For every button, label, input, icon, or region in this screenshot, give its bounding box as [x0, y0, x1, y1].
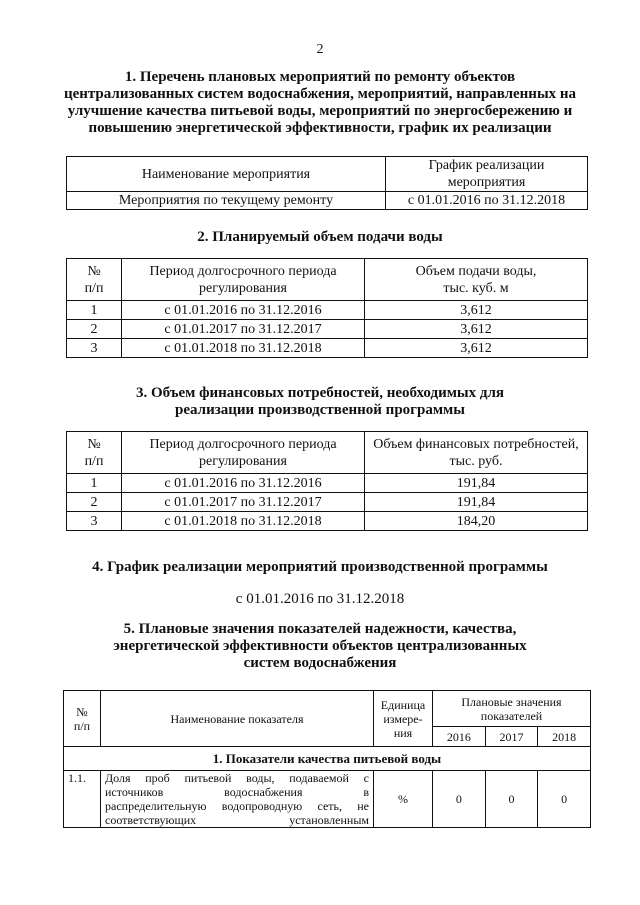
- header-period: Период долгосрочного периода регулирования: [122, 259, 365, 301]
- cell-period: с 01.01.2018 по 31.12.2018: [122, 339, 365, 358]
- cell-num: 1: [67, 474, 122, 493]
- cell-value: 0: [538, 771, 591, 828]
- indicator-line: распределительную водопроводную сеть, не: [105, 799, 369, 813]
- header-activity-name: Наименование мероприятия: [67, 157, 386, 192]
- cell-num: 3: [67, 512, 122, 531]
- cell-schedule: с 01.01.2016 по 31.12.2018: [386, 192, 588, 210]
- cell-period: с 01.01.2016 по 31.12.2016: [122, 301, 365, 320]
- header-year: 2018: [538, 727, 591, 747]
- financial-needs-table: [66, 431, 588, 531]
- cell-amount: 184,20: [365, 512, 588, 531]
- section1-title-line: повышению энергетической эффективности, график их реализации: [88, 120, 552, 136]
- header-unit: Единица измере- ния: [374, 691, 433, 747]
- cell-volume: 3,612: [365, 301, 588, 320]
- indicator-line: источников водоснабжения в: [105, 785, 369, 799]
- section5-title-line: 5. Плановые значения показателей надежности, качества,: [123, 621, 517, 637]
- cell-num: 2: [67, 493, 122, 512]
- section4-period: с 01.01.2016 по 31.12.2018: [235, 591, 405, 607]
- cell-num: 2: [67, 320, 122, 339]
- section5-title-line: систем водоснабжения: [243, 655, 397, 671]
- cell-num: 1: [67, 301, 122, 320]
- table-row: [67, 301, 588, 320]
- header-num: № п/п: [67, 432, 122, 474]
- section5-title: [0, 621, 640, 672]
- header-finance: Объем финансовых потребностей, тыс. руб.: [365, 432, 588, 474]
- section1-title-line: улучшение качества питьевой воды, мероприятий по энергосбережению и: [67, 103, 573, 119]
- cell-indicator-name: [101, 771, 374, 828]
- header-year: 2016: [433, 727, 486, 747]
- activities-table: [66, 156, 588, 210]
- cell-num: 1.1.: [64, 771, 101, 828]
- indicator-line: Доля проб питьевой воды, подаваемой с: [105, 771, 369, 785]
- table-row: [64, 771, 591, 828]
- header-volume: Объем подачи воды, тыс. куб. м: [365, 259, 588, 301]
- cell-period: с 01.01.2018 по 31.12.2018: [122, 512, 365, 531]
- page-number: 2: [316, 42, 324, 57]
- section3-title: [0, 385, 640, 419]
- header-plan-values: Плановые значения показателей: [433, 691, 591, 727]
- header-num: № п/п: [64, 691, 101, 747]
- header-year: 2017: [485, 727, 538, 747]
- header-schedule: График реализации мероприятия: [386, 157, 588, 192]
- section1-title: [0, 69, 640, 137]
- header-period: Период долгосрочного периода регулирования: [122, 432, 365, 474]
- section5-title-line: энергетической эффективности объектов централизованных: [113, 638, 527, 654]
- cell-value: 0: [485, 771, 538, 828]
- section4-title: 4. График реализации мероприятий производственной программы: [92, 559, 548, 575]
- table-row: [67, 512, 588, 531]
- section1-title-line: централизованных систем водоснабжения, мероприятий, направленных на: [63, 86, 577, 102]
- section2-title: 2. Планируемый объем подачи воды: [197, 229, 443, 245]
- table-row: [67, 474, 588, 493]
- table-row: [67, 339, 588, 358]
- cell-amount: 191,84: [365, 493, 588, 512]
- cell-period: с 01.01.2017 по 31.12.2017: [122, 493, 365, 512]
- cell-amount: 191,84: [365, 474, 588, 493]
- indicators-table: [63, 690, 591, 828]
- cell-activity: Мероприятия по текущему ремонту: [67, 192, 386, 210]
- cell-volume: 3,612: [365, 320, 588, 339]
- section1-title-line: 1. Перечень плановых мероприятий по ремонту объектов: [124, 69, 516, 85]
- header-indicator-name: Наименование показателя: [101, 691, 374, 747]
- water-supply-table: [66, 258, 588, 358]
- group-title: 1. Показатели качества питьевой воды: [64, 747, 591, 771]
- cell-num: 3: [67, 339, 122, 358]
- header-num: № п/п: [67, 259, 122, 301]
- cell-unit: %: [374, 771, 433, 828]
- table-row: [67, 320, 588, 339]
- cell-value: 0: [433, 771, 486, 828]
- cell-volume: 3,612: [365, 339, 588, 358]
- cell-period: с 01.01.2017 по 31.12.2017: [122, 320, 365, 339]
- indicator-line: соответствующих установленным: [105, 813, 369, 827]
- table-row: [67, 493, 588, 512]
- section3-title-line: 3. Объем финансовых потребностей, необходимых для: [135, 385, 505, 401]
- cell-period: с 01.01.2016 по 31.12.2016: [122, 474, 365, 493]
- section3-title-line: реализации производственной программы: [175, 402, 465, 418]
